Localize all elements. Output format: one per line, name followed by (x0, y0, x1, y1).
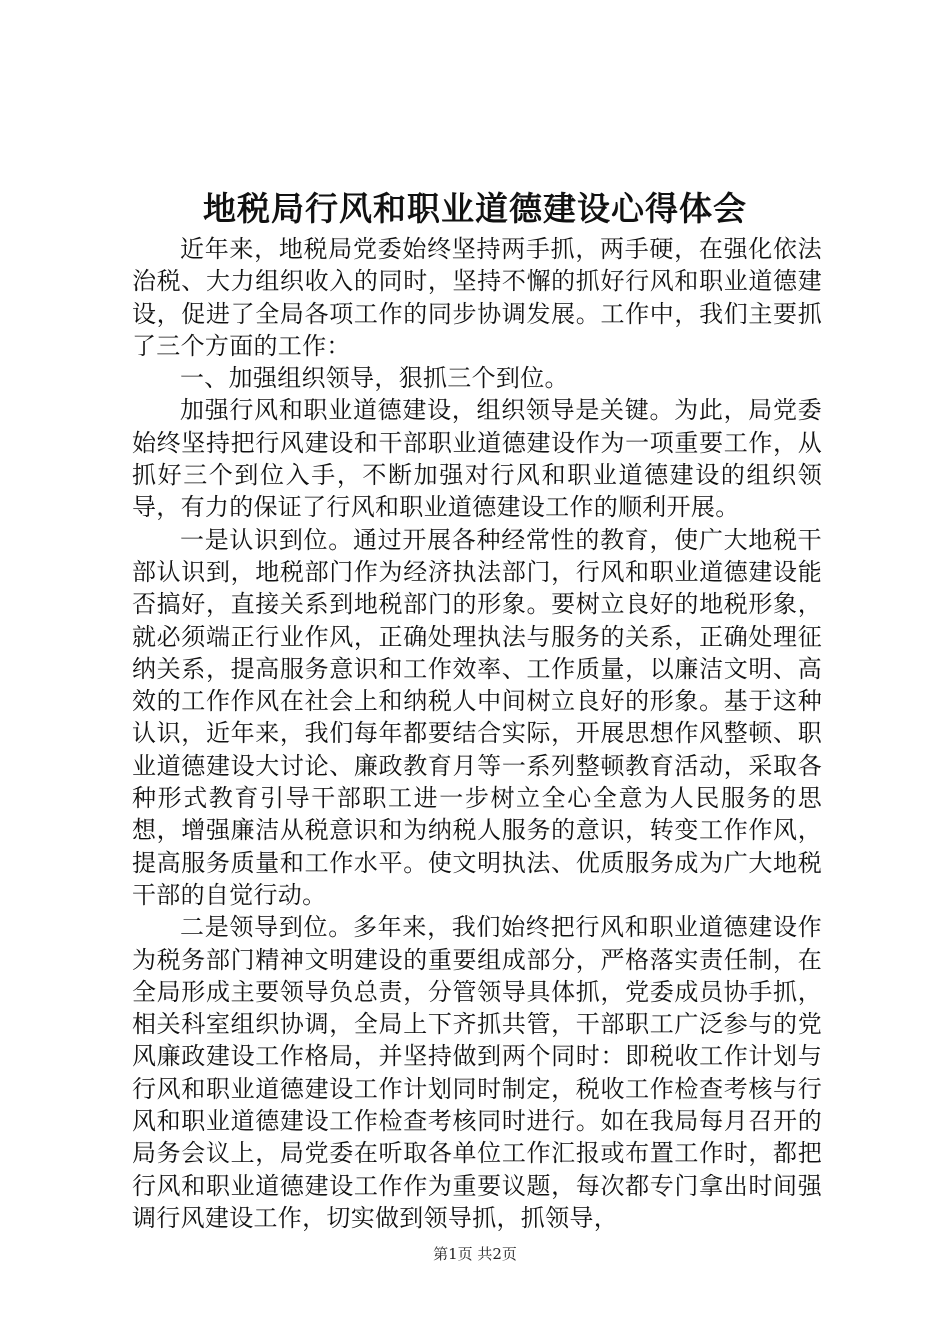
section-heading-1: 一、加强组织领导，狠抓三个到位。 (180, 364, 569, 393)
paragraph-awareness: 一是认识到位。通过开展各种经常性的教育，使广大地税干部认识到，地税部门作为经济执法部门，行风和职业道德建设能否搞好，直接关系到地税部门的形象。要树立良好的地税形象，就必须端正行业作风，正确处理执法与服务的关系，正确处理征纳关系，提高服务意识和工作效率、工作质量，以廉洁文明、高效的工作作风在社会上和纳税人中间树立良好的形象。基于这种认识，近年来，我们每年都要结合实际，开展思想作风整顿、职业道德建设大讨论、廉政教育月等一系列整顿教育活动，采取各种形式教育引导干部职工进一步树立全心全意为人民服务的思想，增强廉洁从税意识和为纳税人服务的意识，转变工作作风，提高服务质量和工作水平。使文明执法、优质服务成为广大地税干部的自觉行动。 (132, 525, 822, 909)
paragraph-leadership: 二是领导到位。多年来，我们始终把行风和职业道德建设作为税务部门精神文明建设的重要组成部分，严格落实责任制，在全局形成主要领导负总责，分管领导具体抓，党委成员协手抓，相关科室组织协调，全局上下齐抓共管，干部职工广泛参与的党风廉政建设工作格局，并坚持做到两个同时：即税收工作计划与行风和职业道德建设工作计划同时制定，税收工作检查考核与行风和职业道德建设工作检查考核同时进行。如在我局每月召开的局务会议上，局党委在听取各单位工作汇报或布置工作时，都把行风和职业道德建设工作作为重要议题，每次都专门拿出时间强调行风建设工作，切实做到领导抓，抓领导， (132, 913, 822, 1232)
paragraph-organization: 加强行风和职业道德建设，组织领导是关键。为此，局党委始终坚持把行风建设和干部职业道德建设作为一项重要工作，从抓好三个到位入手，不断加强对行风和职业道德建设的组织领导，有力的保证了行风和职业道德建设工作的顺利开展。 (132, 396, 822, 522)
paragraph-intro: 近年来，地税局党委始终坚持两手抓，两手硬，在强化依法治税、大力组织收入的同时，坚持不懈的抓好行风和职业道德建设，促进了全局各项工作的同步协调发展。工作中，我们主要抓了三个方面的工作： (132, 235, 822, 360)
document-body (132, 233, 822, 1234)
document-title: 地税局行风和职业道德建设心得体会 (203, 189, 747, 228)
page-footer: 第1页 共2页 (433, 1245, 517, 1263)
